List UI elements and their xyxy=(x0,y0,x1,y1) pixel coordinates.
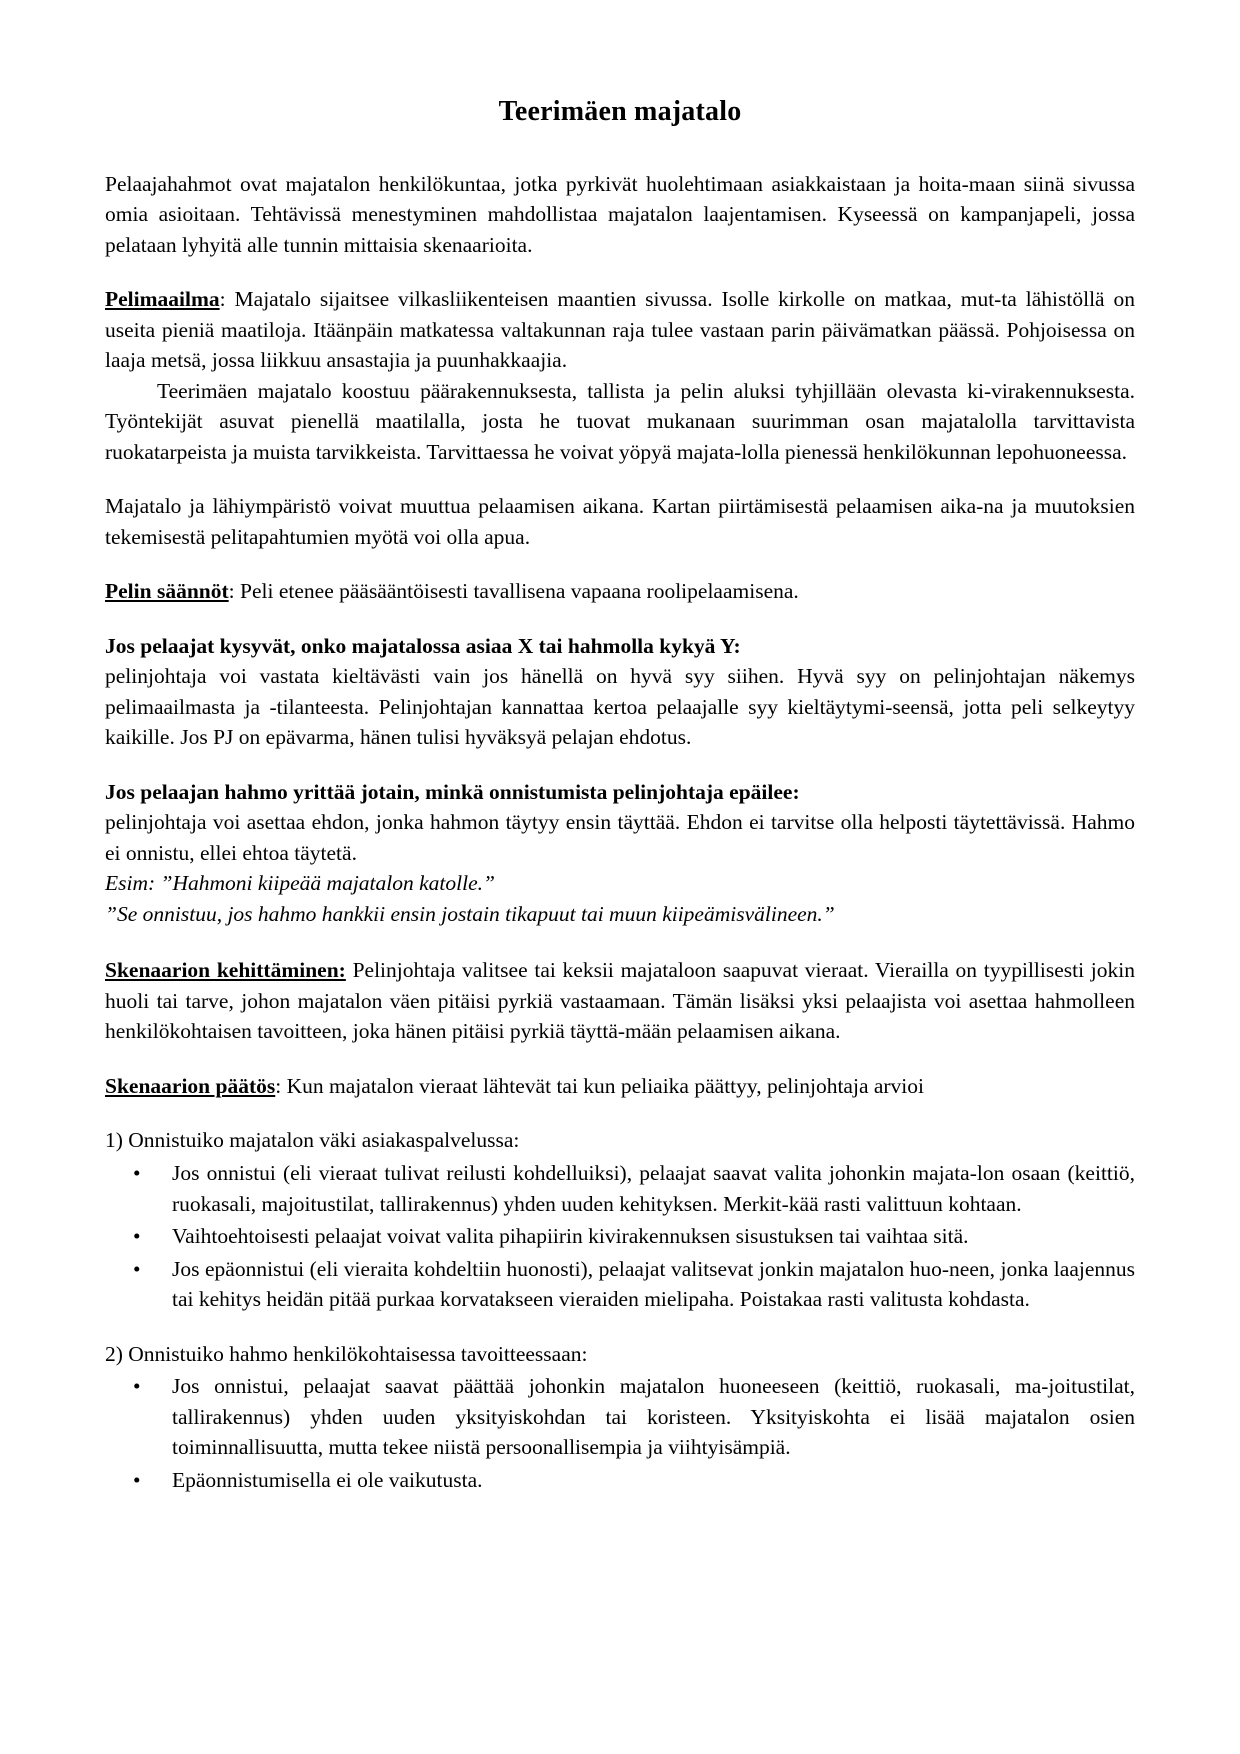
list-item xyxy=(105,1254,1135,1315)
kysyvat-heading: Jos pelaajat kysyvät, onko majatalossa asiaa X tai hahmolla kykyä Y: xyxy=(105,633,741,658)
yrittaa-paragraph: pelinjohtaja voi asettaa ehdon, jonka hahmon täytyy ensin täyttää. Ehdon ei tarvitse olla helposti täytettävissä. Hahmo ei onnistu, ellei ehtoa täytetä. xyxy=(105,810,1135,865)
list-item-text: Vaihtoehtoisesti pelaajat voivat valita pihapiirin kivirakennuksen sisustuksen tai vaihtaa sitä. xyxy=(172,1224,969,1249)
kehittaminen-heading: Skenaarion kehittäminen: xyxy=(105,958,346,983)
intro-paragraph: Pelaajahahmot ovat majatalon henkilökuntaa, jotka pyrkivät huolehtimaan asiakkaistaan ja hoita-maan siinä sivussa omia asioitaan. Tehtävissä menestyminen mahdollistaa majatalon laajentamisen. Kyseessä on kampanjapeli, jossa pelataan lyhyitä alle tunnin mittaisia skenaarioita. xyxy=(105,171,1135,257)
list-item xyxy=(105,1158,1135,1219)
page-title: Teerimäen majatalo xyxy=(498,96,742,127)
question-1-label: 1) Onnistuiko majatalon väki asiakaspalvelussa: xyxy=(105,1128,520,1153)
question-1-bullet-list xyxy=(105,1158,1135,1315)
list-item-text: Jos onnistui, pelaajat saavat päättää johonkin majatalon huoneeseen (keittiö, ruokasali, ma-joitustilat, tallirakennus) yhden uuden yksityiskohdan tai koristeen. Yksityiskohta ei lisää majatalon osien toiminnallisuutta, mutta tekee niistä persoonallisempia ja viihtyisämpiä. xyxy=(172,1374,1135,1460)
kehittaminen-paragraph xyxy=(105,955,1135,1047)
pelimaailma-paragraph-2 xyxy=(105,376,1135,468)
list-item-text: Jos onnistui (eli vieraat tulivat reilusti kohdelluiksi), pelaajat saavat valita johonkin majata-lon osaan (keittiö, ruokasali, majoitustilat, tallirakennus) yhden uuden kehityksen. Merkit-kää rasti valittuun kohtaan. xyxy=(172,1161,1135,1216)
bullet-dot-icon: • xyxy=(133,1161,141,1185)
muutokset-paragraph: Majatalo ja lähiympäristö voivat muuttua pelaamisen aikana. Kartan piirtämisestä pelaamisen aika-na ja muutoksien tekemisestä pelitapahtumien myötä voi olla apua. xyxy=(105,494,1135,549)
pelimaailma-paragraph xyxy=(105,284,1135,376)
bullet-dot-icon: • xyxy=(133,1374,141,1399)
kehittaminen-heading-suffix xyxy=(346,958,353,982)
paatos-paragraph xyxy=(105,1071,1135,1102)
list-item xyxy=(105,1465,1135,1496)
list-item xyxy=(105,1371,1135,1463)
list-item-text: Jos epäonnistui (eli vieraita kohdeltiin huonosti), pelaajat valitsevat jonkin majatalon huo-neen, jonka laajennus tai kehitys heidän pitää purkaa korvatakseen vieraiden mielipaha. Poistakaa rasti valitusta kohdasta. xyxy=(172,1256,1135,1312)
pelimaailma-body-2: Teerimäen majatalo koostuu päärakennuksesta, tallista ja pelin aluksi tyhjillään olevasta ki-virakennuksesta. Työntekijät asuvat pienellä maatilalla, josta he tuovat mukanaan suurimman osan majatalolla tarvittavista ruokatarpeista ja muista tarvikkeista. Tarvittaessa he voivat yöpyä majata-lolla pienessä henkilökunnan lepohuoneessa. xyxy=(105,378,1135,464)
question-2-bullet-list xyxy=(105,1371,1135,1495)
yrittaa-heading: Jos pelaajan hahmo yrittää jotain, minkä onnistumista pelinjohtaja epäilee: xyxy=(105,779,800,804)
pelin-saannot-body: Peli etenee pääsääntöisesti tavallisena vapaana roolipelaamisena. xyxy=(240,579,799,604)
bullet-dot-icon: • xyxy=(133,1467,141,1492)
question-2-label: 2) Onnistuiko hahmo henkilökohtaisessa tavoitteessaan: xyxy=(105,1341,588,1366)
pelin-saannot-heading-suffix: : xyxy=(228,579,241,604)
paatos-body: Kun majatalon vieraat lähtevät tai kun peliaika päättyy, pelinjohtaja arvioi xyxy=(286,1073,925,1098)
paatos-heading: Skenaarion päätös xyxy=(105,1073,276,1098)
bullet-dot-icon: • xyxy=(133,1224,141,1249)
pelimaailma-body: Majatalo sijaitsee vilkasliikenteisen maantien sivussa. Isolle kirkolle on matkaa, mut-ta lähistöllä on useita pieniä maatiloja. Itäänpäin matkatessa valtakunnan raja tulee vastaan parin päivämatkan päässä. Pohjoisessa on laaja metsä, jossa liikkuu ansastajia ja puunhakkaajia. xyxy=(105,287,1135,373)
pelimaailma-heading: Pelimaailma xyxy=(105,287,220,312)
kysyvat-paragraph: pelinjohtaja voi vastata kieltävästi vain jos hänellä on hyvä syy siihen. Hyvä syy on pelinjohtajan näkemys pelimaailmasta ja -tilanteesta. Pelinjohtajan kannattaa kertoa pelaajalle syy kieltäytymi-seensä, jotta peli selkeytyy kaikille. Jos PJ on epävarma, hänen tulisi hyväksyä pelajan ehdotus. xyxy=(105,664,1135,750)
yrittaa-example-1: Esim: ”Hahmoni kiipeää majatalon katolle.” xyxy=(105,871,495,896)
paatos-heading-suffix: : xyxy=(275,1073,287,1098)
kehittaminen-body: Pelinjohtaja valitsee tai keksii majataloon saapuvat vieraat. Vierailla on tyypillisesti jokin huoli tai tarve, johon majatalon väen pitäisi pyrkiä vastaamaan. Tämän lisäksi yksi pelaajista voi asettaa hahmolleen henkilökohtaisen tavoitteen, joka hänen pitäisi pyrkiä täyttä-mään pelaamisen aikana. xyxy=(105,958,1135,1044)
bullet-dot-icon: • xyxy=(133,1256,141,1281)
pelin-saannot-paragraph xyxy=(105,576,1135,607)
section-spacer xyxy=(105,929,1135,955)
pelimaailma-heading-suffix: : xyxy=(219,287,235,312)
pelin-saannot-heading: Pelin säännöt xyxy=(105,579,229,604)
list-item-text: Epäonnistumisella ei ole vaikutusta. xyxy=(172,1467,483,1492)
list-item xyxy=(105,1221,1135,1252)
yrittaa-example-2: ”Se onnistuu, jos hahmo hankkii ensin jostain tikapuut tai muun kiipeämisvälineen.” xyxy=(105,901,835,926)
